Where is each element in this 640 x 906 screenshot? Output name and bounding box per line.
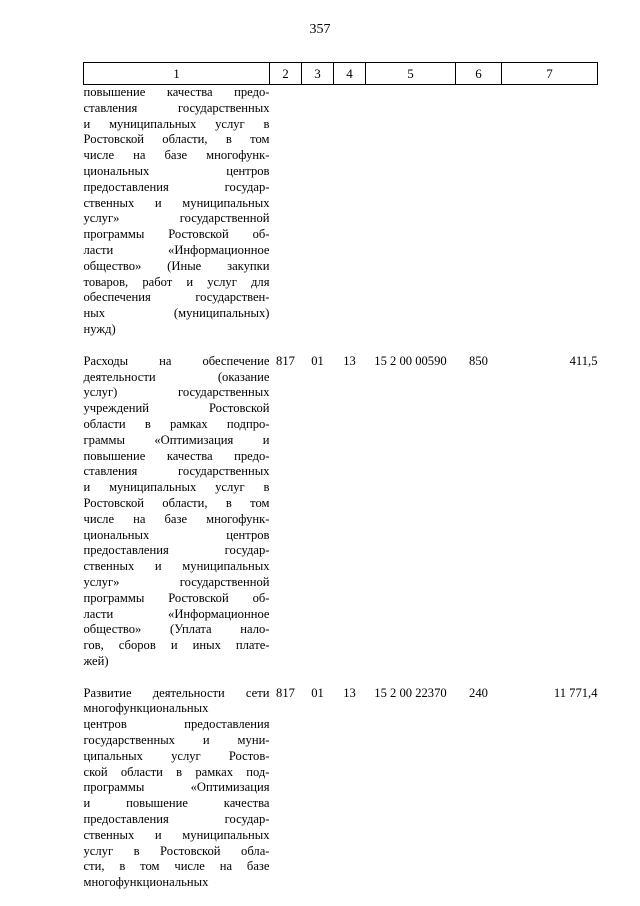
table-body [84,85,598,892]
amount [502,85,598,338]
description-line: повышение качества предо- [83,85,270,99]
subsection-code [334,85,366,338]
description-line: государственных и муни- [83,733,270,748]
description-line: Развитие деятельности сети [83,685,270,700]
description-line: Ростовской области, в том [83,495,270,510]
description-line: многофункциональных [83,701,209,716]
description-line: товаров, работ и услуг для [83,274,270,289]
description-line: Расходы на обеспечение [83,353,270,368]
description-line: ственных и муниципальных [83,559,270,574]
description-line: деятельности (оказание [83,369,270,384]
description-line: циональных центров [83,163,270,178]
table-row [84,85,598,338]
description-line: предоставления государ- [83,543,270,558]
description-line: Ростовской области, в том [83,132,270,147]
description-line: обеспечения государствен- [83,290,270,305]
ministry-code: 817 [276,685,295,700]
ministry-code [270,85,302,338]
expense-type-code [456,85,502,338]
header-col-4: 4 [334,63,366,85]
expense-type-code: 850 [469,353,488,368]
description-line: центров предоставления [83,717,270,732]
description-line: ской области в рамках под- [83,764,270,779]
row-spacer-cell [84,338,598,354]
description-line: повышение качества предо- [83,448,270,463]
description-line: гов, сборов и иных плате- [83,638,270,653]
header-col-6: 6 [456,63,502,85]
header-col-1: 1 [84,63,270,85]
description-line: ных (муниципальных) [83,306,270,321]
row-description [84,85,270,338]
header-col-3: 3 [302,63,334,85]
description-line: ственных и муниципальных [83,195,270,210]
row-spacer-cell [84,670,598,686]
header-row [84,63,598,85]
description-line: нужд) [83,321,116,336]
amount: 11 771,4 [553,685,598,700]
subsection-code: 13 [343,353,356,368]
description-line: циональных центров [83,527,270,542]
description-line: многофункциональных [83,875,209,890]
section-code [302,85,334,338]
header-col-5: 5 [366,63,456,85]
description-line: числе на базе многофунк- [83,511,270,526]
section-code: 01 [311,685,324,700]
description-line: ласти «Информационное [83,242,270,257]
description-line: и муниципальных услуг в [83,480,270,495]
description-line: и повышение качества [83,796,270,811]
budget-table [83,62,598,891]
page-number: 357 [309,22,331,37]
description-line: услуг» государственной [83,574,270,589]
description-line: услуг) государственных [83,385,270,400]
amount: 411,5 [569,353,598,368]
target-article-code: 15 2 00 00590 [374,353,447,368]
table-row [84,354,598,670]
target-article-code [366,85,456,338]
description-line: числе на базе многофунк- [83,148,270,163]
description-line: сти, в том числе на базе [83,859,270,874]
row-description [84,354,270,670]
section-code: 01 [311,353,324,368]
table-row [84,686,598,891]
description-line: ставления государственных [83,100,270,115]
subsection-code: 13 [343,685,356,700]
description-line: услуг» государственной [83,211,270,226]
description-line: жей) [83,653,109,668]
description-line: предоставления государ- [83,179,270,194]
row-spacer [84,338,598,354]
description-line: программы «Оптимизация [83,780,270,795]
row-description [84,686,270,891]
description-line: ставления государственных [83,464,270,479]
description-line: и муниципальных услуг в [83,116,270,131]
description-line: программы Ростовской об- [83,227,270,242]
description-line: ственных и муниципальных [83,827,270,842]
row-spacer [84,670,598,686]
description-line: граммы «Оптимизация и [83,432,270,447]
description-line: области в рамках подпро- [83,416,270,431]
description-line: общество» (Уплата нало- [83,622,270,637]
description-line: программы Ростовской об- [83,590,270,605]
description-line: учреждений Ростовской [83,401,270,416]
description-line: ципальных услуг Ростов- [83,748,270,763]
description-line: ласти «Информационное [83,606,270,621]
description-line: услуг в Ростовской обла- [83,843,270,858]
ministry-code: 817 [276,353,295,368]
header-col-2: 2 [270,63,302,85]
header-col-7: 7 [502,63,598,85]
expense-type-code: 240 [469,685,488,700]
target-article-code: 15 2 00 22370 [374,685,447,700]
description-line: общество» (Иные закупки [83,258,270,273]
description-line: предоставления государ- [83,812,270,827]
